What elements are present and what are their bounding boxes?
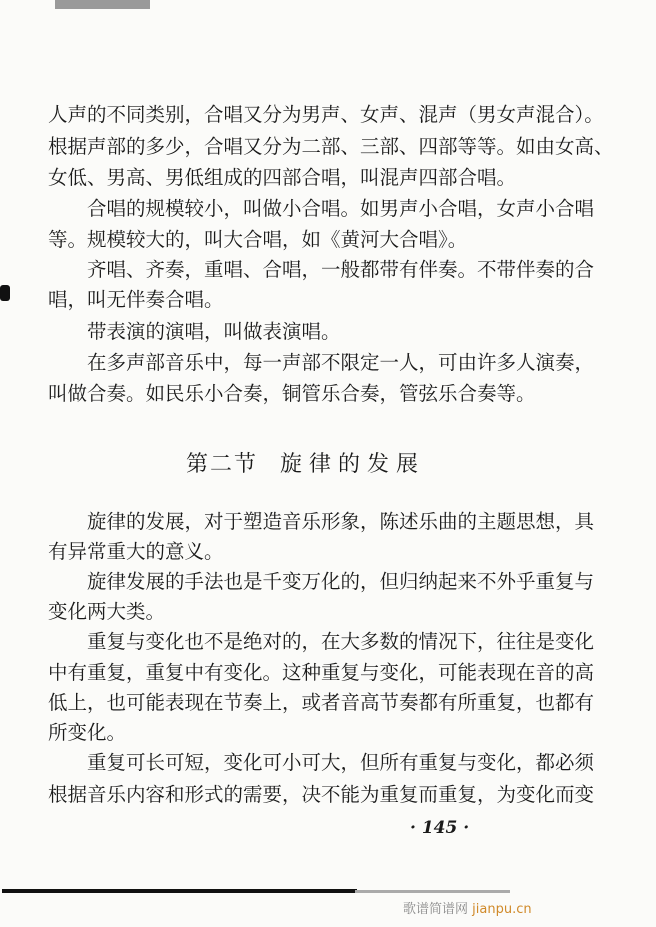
- scan-edge-mark: [55, 0, 150, 9]
- text-line: 旋律的发展，对于塑造音乐形象，陈述乐曲的主题思想，具: [87, 510, 595, 533]
- text-line: 叫做合奏。如民乐小合奏，铜管乐合奏，管弦乐合奏等。: [48, 382, 536, 405]
- text-line: 重复与变化也不是绝对的，在大多数的情况下，往往是变化: [87, 630, 595, 653]
- scan-blot: [0, 285, 10, 301]
- section-heading: [186, 450, 425, 480]
- text-line: 根据声部的多少，合唱又分为二部、三部、四部等等。如由女高、: [48, 135, 614, 158]
- text-line: 在多声部音乐中，每一声部不限定一人，可由许多人演奏，: [87, 351, 595, 374]
- text-line: 等。规模较大的，叫大合唱，如《黄河大合唱》。: [48, 228, 468, 251]
- bottom-rule: [2, 889, 357, 893]
- text-line: 有异常重大的意义。: [48, 540, 224, 563]
- text-line: 女低、男高、男低组成的四部合唱，叫混声四部合唱。: [48, 166, 517, 189]
- text-line: 旋律发展的手法也是千变万化的，但归纳起来不外乎重复与: [87, 570, 595, 593]
- section-title: 旋律的发展: [280, 452, 426, 477]
- watermark-en: jianpu.cn: [472, 902, 532, 917]
- text-line: 人声的不同类别，合唱又分为男声、女声、混声（男女声混合）。: [48, 103, 604, 126]
- text-line: 齐唱、齐奏，重唱、合唱，一般都带有伴奏。不带伴奏的合: [87, 258, 595, 281]
- text-line: 变化两大类。: [48, 600, 166, 623]
- text-line: 低上，也可能表现在节奏上，或者音高节奏都有所重复，也都有: [48, 691, 595, 714]
- section-number: 第二节: [186, 452, 259, 477]
- text-line: 重复可长可短，变化可小可大，但所有重复与变化，都必须: [87, 751, 595, 774]
- text-line: 中有重复，重复中有变化。这种重复与变化，可能表现在音的高: [48, 661, 595, 684]
- bottom-rule-faded: [355, 890, 510, 893]
- watermark-cn: 歌谱简谱网: [403, 902, 469, 917]
- text-line: 根据音乐内容和形式的需要，决不能为重复而重复，为变化而变: [48, 783, 595, 806]
- text-line: 合唱的规模较小，叫做小合唱。如男声小合唱，女声小合唱: [87, 197, 595, 220]
- text-line: 唱，叫无伴奏合唱。: [48, 288, 224, 311]
- text-line: 所变化。: [48, 721, 127, 744]
- watermark: [403, 898, 532, 917]
- text-line: 带表演的演唱，叫做表演唱。: [87, 320, 341, 343]
- page-number: · 145 ·: [410, 818, 470, 838]
